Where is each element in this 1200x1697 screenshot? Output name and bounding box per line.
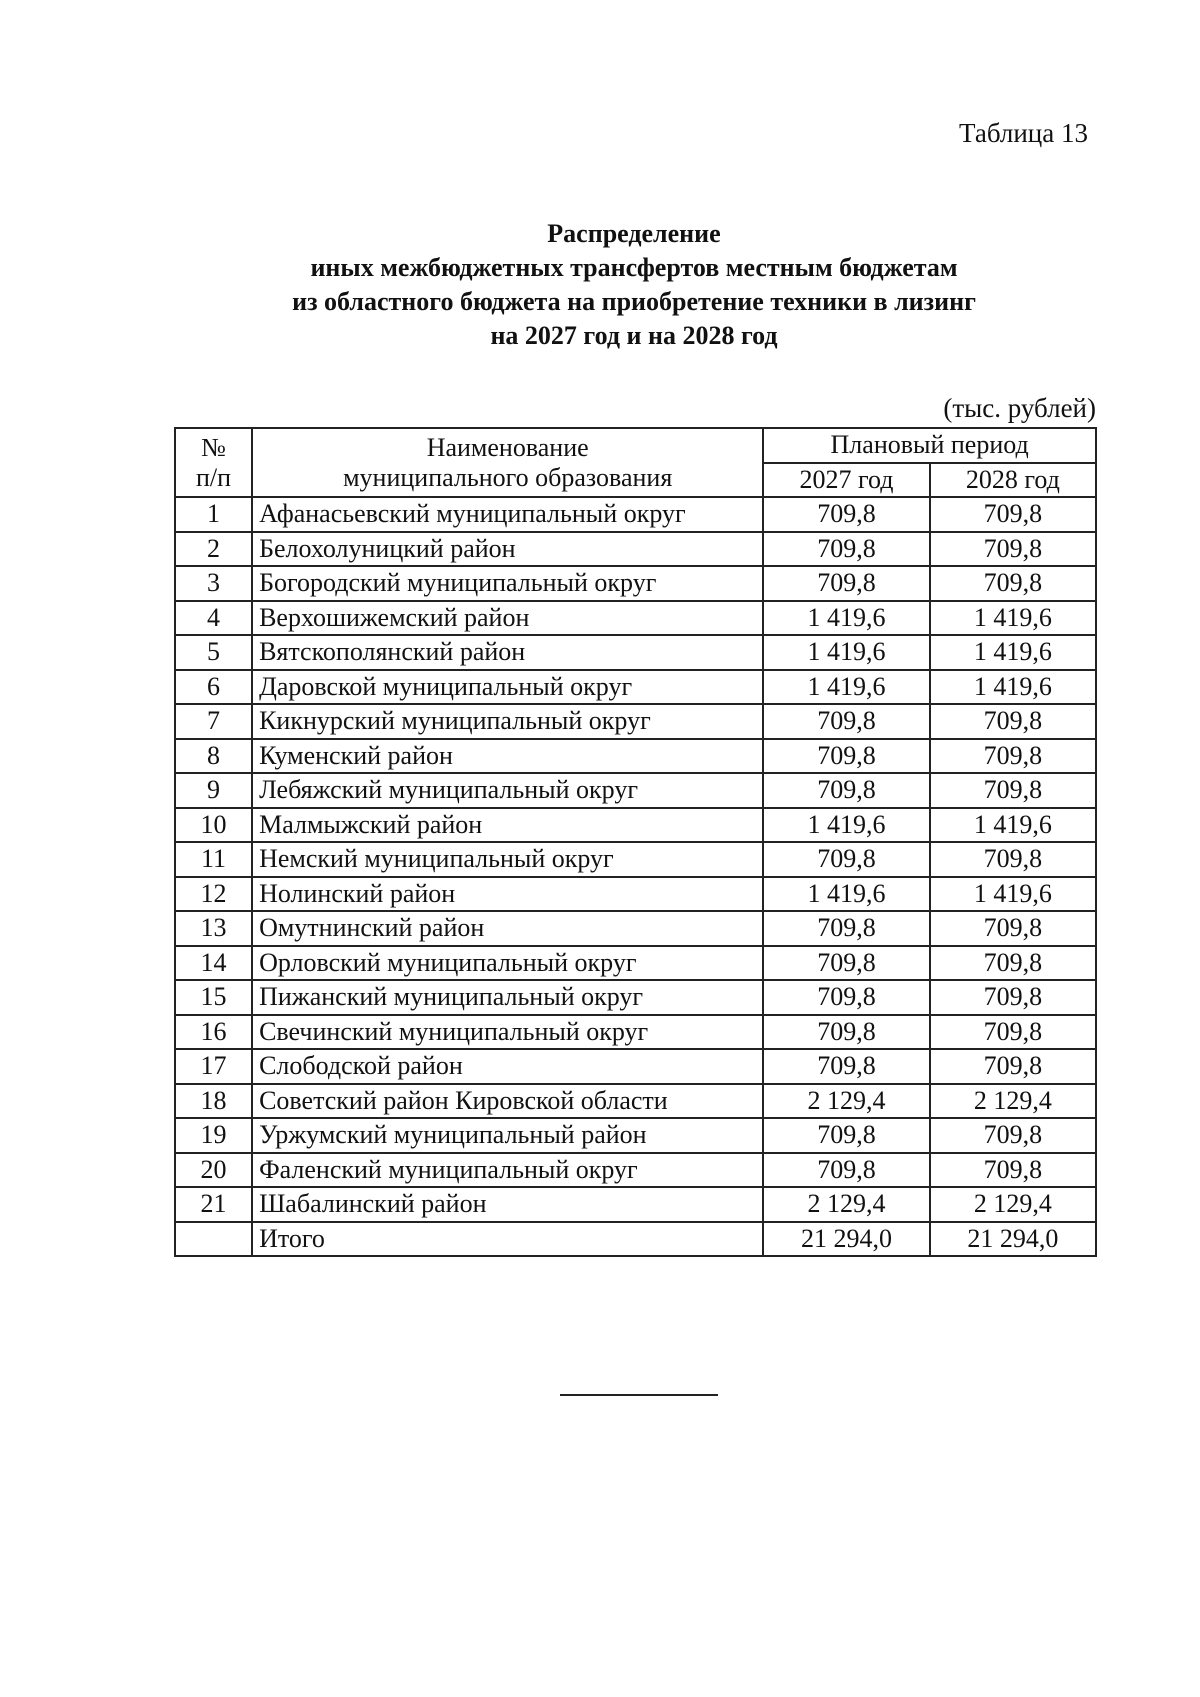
table-row [175, 704, 1096, 739]
table-row [175, 497, 1096, 532]
title-line-2: иных межбюджетных трансфертов местным бюджетам [310, 253, 958, 282]
row-value-2027: 709,8 [763, 946, 929, 981]
row-number: 19 [175, 1118, 252, 1153]
table-number: Таблица 13 [959, 118, 1088, 148]
row-number: 10 [175, 808, 252, 843]
row-municipality: Богородский муниципальный округ [252, 566, 763, 601]
document-title [174, 217, 1094, 353]
row-municipality: Лебяжский муниципальный округ [252, 773, 763, 808]
row-municipality: Белохолуницкий район [252, 532, 763, 567]
header-period: Плановый период [763, 428, 1096, 463]
row-value-2027: 2 129,4 [763, 1084, 929, 1119]
row-municipality: Нолинский район [252, 877, 763, 912]
row-municipality: Уржумский муниципальный район [252, 1118, 763, 1153]
row-number: 4 [175, 601, 252, 636]
row-value-2028: 709,8 [930, 1153, 1096, 1188]
row-municipality: Орловский муниципальный округ [252, 946, 763, 981]
row-value-2027: 709,8 [763, 980, 929, 1015]
row-value-2027: 709,8 [763, 1118, 929, 1153]
title-line-1: Распределение [547, 219, 721, 248]
table-row [175, 601, 1096, 636]
row-value-2028: 2 129,4 [930, 1084, 1096, 1119]
row-value-2027: 1 419,6 [763, 601, 929, 636]
row-municipality: Свечинский муниципальный округ [252, 1015, 763, 1050]
header-row-1 [175, 428, 1096, 463]
table-row [175, 946, 1096, 981]
row-value-2027: 709,8 [763, 532, 929, 567]
table-row [175, 980, 1096, 1015]
row-number: 3 [175, 566, 252, 601]
row-municipality: Фаленский муниципальный округ [252, 1153, 763, 1188]
row-number: 16 [175, 1015, 252, 1050]
row-value-2028: 709,8 [930, 739, 1096, 774]
row-value-2028: 1 419,6 [930, 635, 1096, 670]
row-municipality: Верхошижемский район [252, 601, 763, 636]
row-value-2028: 709,8 [930, 1015, 1096, 1050]
row-value-2028: 2 129,4 [930, 1187, 1096, 1222]
row-value-2027: 709,8 [763, 497, 929, 532]
row-value-2028: 709,8 [930, 911, 1096, 946]
row-value-2028: 709,8 [930, 1049, 1096, 1084]
row-value-2027: 709,8 [763, 739, 929, 774]
row-number: 2 [175, 532, 252, 567]
table-row [175, 808, 1096, 843]
header-name [252, 428, 763, 497]
table-row [175, 911, 1096, 946]
table-row [175, 1049, 1096, 1084]
row-value-2027: 21 294,0 [763, 1222, 929, 1257]
row-value-2027: 1 419,6 [763, 877, 929, 912]
row-value-2027: 709,8 [763, 1153, 929, 1188]
row-municipality: Куменский район [252, 739, 763, 774]
row-municipality: Шабалинский район [252, 1187, 763, 1222]
title-line-3: из областного бюджета на приобретение техники в лизинг [292, 287, 976, 316]
table-row [175, 1153, 1096, 1188]
row-value-2028: 709,8 [930, 566, 1096, 601]
row-municipality: Афанасьевский муниципальный округ [252, 497, 763, 532]
header-number-line-2: п/п [196, 462, 232, 492]
total-row [175, 1222, 1096, 1257]
row-municipality: Вятскополянский район [252, 635, 763, 670]
table-row [175, 842, 1096, 877]
row-value-2027: 1 419,6 [763, 670, 929, 705]
row-municipality: Советский район Кировской области [252, 1084, 763, 1119]
row-number: 17 [175, 1049, 252, 1084]
row-value-2027: 709,8 [763, 773, 929, 808]
row-number: 12 [175, 877, 252, 912]
row-value-2028: 1 419,6 [930, 670, 1096, 705]
row-value-2027: 709,8 [763, 911, 929, 946]
header-name-line-1: Наименование [426, 432, 589, 462]
table-body [175, 497, 1096, 1256]
row-number: 18 [175, 1084, 252, 1119]
row-number: 11 [175, 842, 252, 877]
row-number: 15 [175, 980, 252, 1015]
table-row [175, 773, 1096, 808]
row-municipality: Итого [252, 1222, 763, 1257]
row-municipality: Слободской район [252, 1049, 763, 1084]
table-row [175, 532, 1096, 567]
row-number: 13 [175, 911, 252, 946]
row-number: 6 [175, 670, 252, 705]
row-number: 20 [175, 1153, 252, 1188]
row-value-2027: 1 419,6 [763, 808, 929, 843]
table-row [175, 739, 1096, 774]
table-row [175, 635, 1096, 670]
table-row [175, 1015, 1096, 1050]
distribution-table [174, 427, 1097, 1257]
table-header [175, 428, 1096, 497]
row-value-2027: 1 419,6 [763, 635, 929, 670]
footer-rule [560, 1394, 718, 1396]
row-value-2027: 709,8 [763, 842, 929, 877]
row-number: 1 [175, 497, 252, 532]
table-row [175, 670, 1096, 705]
row-value-2028: 709,8 [930, 980, 1096, 1015]
table-row [175, 566, 1096, 601]
row-number: 8 [175, 739, 252, 774]
row-municipality: Омутнинский район [252, 911, 763, 946]
row-value-2027: 709,8 [763, 704, 929, 739]
row-number: 5 [175, 635, 252, 670]
row-number [175, 1222, 252, 1257]
table-row [175, 1187, 1096, 1222]
table-row [175, 1084, 1096, 1119]
row-municipality: Пижанский муниципальный округ [252, 980, 763, 1015]
row-value-2028: 709,8 [930, 704, 1096, 739]
row-value-2028: 1 419,6 [930, 877, 1096, 912]
row-value-2027: 709,8 [763, 566, 929, 601]
header-number [175, 428, 252, 497]
row-municipality: Малмыжский район [252, 808, 763, 843]
table-row [175, 877, 1096, 912]
row-value-2028: 21 294,0 [930, 1222, 1096, 1257]
row-value-2028: 1 419,6 [930, 601, 1096, 636]
header-year-2027: 2027 год [763, 463, 929, 498]
table-row [175, 1118, 1096, 1153]
row-number: 21 [175, 1187, 252, 1222]
header-number-line-1: № [201, 432, 226, 462]
row-value-2028: 1 419,6 [930, 808, 1096, 843]
row-value-2027: 709,8 [763, 1049, 929, 1084]
row-number: 9 [175, 773, 252, 808]
row-value-2027: 2 129,4 [763, 1187, 929, 1222]
row-value-2028: 709,8 [930, 946, 1096, 981]
units-label: (тыс. рублей) [943, 393, 1096, 423]
header-name-line-2: муниципального образования [343, 462, 673, 492]
row-municipality: Немский муниципальный округ [252, 842, 763, 877]
row-municipality: Даровской муниципальный округ [252, 670, 763, 705]
row-value-2028: 709,8 [930, 532, 1096, 567]
row-number: 7 [175, 704, 252, 739]
row-value-2028: 709,8 [930, 497, 1096, 532]
row-value-2028: 709,8 [930, 773, 1096, 808]
row-value-2028: 709,8 [930, 842, 1096, 877]
header-year-2028: 2028 год [930, 463, 1096, 498]
row-number: 14 [175, 946, 252, 981]
title-line-4: на 2027 год и на 2028 год [490, 321, 778, 350]
row-value-2028: 709,8 [930, 1118, 1096, 1153]
row-municipality: Кикнурский муниципальный округ [252, 704, 763, 739]
row-value-2027: 709,8 [763, 1015, 929, 1050]
